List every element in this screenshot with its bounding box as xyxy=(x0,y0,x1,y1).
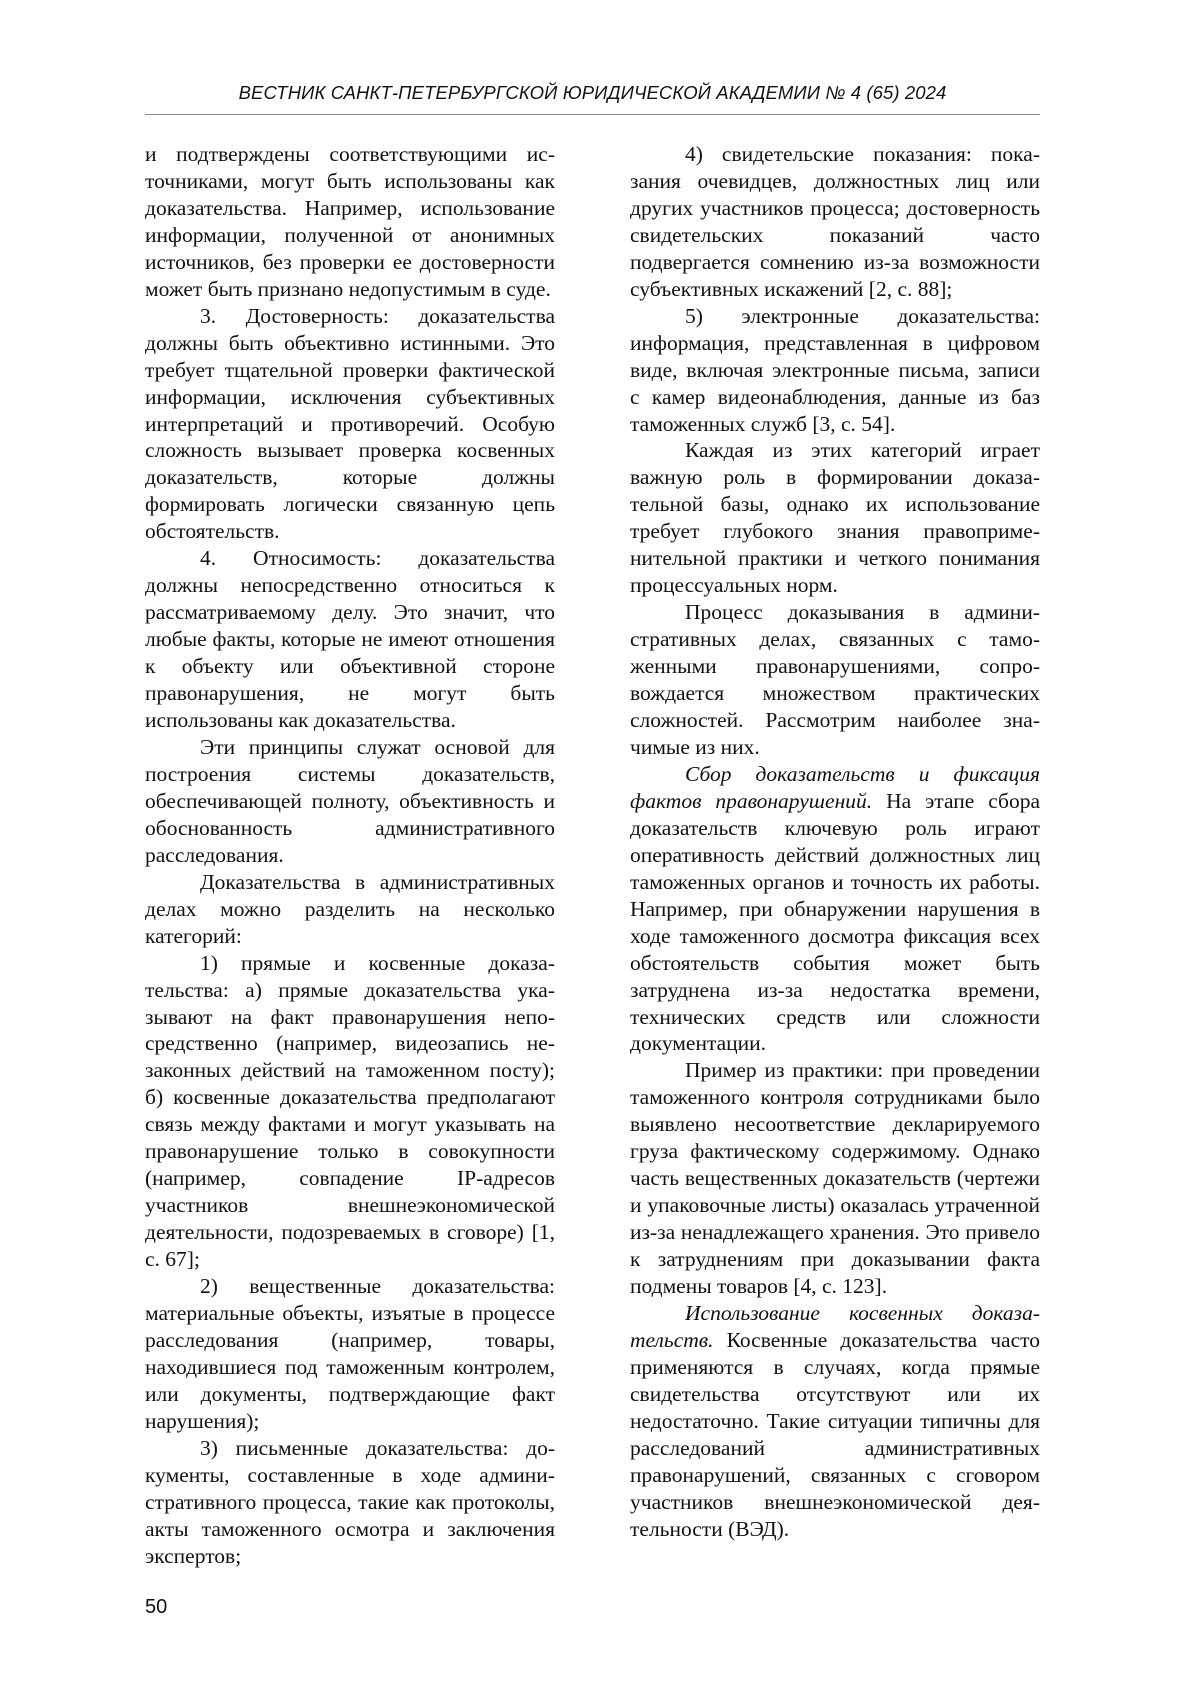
italic-lead-in: Сбор доказательств и фиксация фактов правонарушений. xyxy=(630,761,1040,813)
paragraph: Эти принципы служат основой для построения системы доказательств, обеспечивающей полноту, объективность и обоснованность административного расследования. xyxy=(145,734,555,867)
paragraph: Сбор доказательств и фиксация фактов правонарушений. На этапе сбора доказательств ключевую роль играют оперативность действий должностных лиц таможенных органов и точность их работы. Например, при обнаружении нарушения в ходе таможенного досмотра фиксация всех обстоятельств события может быть затруднена из-за недостатка времени, технических средств или сложности документации. xyxy=(630,761,1040,1056)
header-rule xyxy=(145,114,1040,115)
paragraph: 5) электронные доказательства: информация, представленная в цифровом виде, включая электронные письма, записи с камер видеонаблюдения, данные из баз таможенных служб [3, с. 54]. xyxy=(630,303,1040,436)
paragraph: Пример из практики: при проведении таможенного контроля сотрудниками было выявлено несоответствие декларируемого груза фактическому содержимому. Однако часть вещественных доказательств (чертежи и упаковочные листы) оказалась утраченной из-за ненадлежащего хранения. Это привело к затруднениям при доказывании факта подмены товаров [4, с. 123]. xyxy=(630,1058,1040,1299)
paragraph: Использование косвенных доказательств. Косвенные доказательства часто применяются в случаях, когда прямые свидетельства отсутствуют или их недостаточно. Такие ситуации типичны для расследований административных правонарушений, связанных с сговором участников внешнеэкономической деятельности (ВЭД). xyxy=(630,1300,1040,1541)
paragraph: 4) свидетельские показания: показания очевидцев, должностных лиц или других участников процесса; достоверность свидетельских показаний часто подвергается сомнению из-за возможности субъективных искажений [2, с. 88]; xyxy=(630,142,1040,301)
paragraph: и подтверждены соответствующими источниками, могут быть использованы как доказательства. Например, использование информации, полученной от анонимных источников, без проверки ее достоверности может быть признано недопустимым в суде. xyxy=(145,142,555,301)
paragraph: 3) письменные доказательства: документы, составленные в ходе административного процесса, такие как протоколы, акты таможенного осмотра и заключения экспертов; xyxy=(145,1435,555,1568)
paragraph: Процесс доказывания в административных делах, связанных с таможенными правонарушениями, сопровождается множеством практических сложностей. Рассмотрим наиболее значимые из них. xyxy=(630,600,1040,759)
right-column xyxy=(630,141,1040,1543)
paragraph: Доказательства в административных делах можно разделить на несколько категорий: xyxy=(145,869,555,948)
paragraph: Каждая из этих категорий играет важную роль в формировании доказательной базы, однако их использование требует глубокого знания правоприменительной практики и четкого понимания процессуальных норм. xyxy=(630,438,1040,598)
paragraph: 4. Относимость: доказательства должны непосредственно относиться к рассматриваемому делу. Это значит, что любые факты, которые не имеют отношения к объекту или объективной стороне правонарушения, не могут быть использованы как доказательства. xyxy=(145,546,555,733)
paragraph: 1) прямые и косвенные доказательства: а) прямые доказательства указывают на факт правонарушения непосредственно (например, видеозапись незаконных действий на таможенном посту); б) косвенные доказательства предполагают связь между фактами и могут указывать на правонарушение только в совокупности (например, совпадение IP-адресов участников внешнеэкономической деятельности, подозреваемых в сговоре) [1, с. 67]; xyxy=(145,950,555,1272)
paragraph: 3. Достоверность: доказательства должны быть объективно истинными. Это требует тщательной проверки фактической информации, исключения субъективных интерпретаций и противоречий. Особую сложность вызывает проверка косвенных доказательств, которые должны формировать логически связанную цепь обстоятельств. xyxy=(145,303,555,544)
page-number: 50 xyxy=(145,1596,168,1618)
left-column xyxy=(145,141,555,1570)
journal-header-title: ВЕСТНИК САНКТ-ПЕТЕРБУРГСКОЙ ЮРИДИЧЕСКОЙ АКАДЕМИИ № 4 (65) 2024 xyxy=(238,82,947,103)
paragraph: 2) вещественные доказательства: материальные объекты, изъятые в процессе расследования (например, товары, находившиеся под таможенным контролем, или документы, подтверждающие факт нарушения); xyxy=(145,1274,555,1433)
italic-lead-in: Использование косвенных доказательств. xyxy=(630,1300,1040,1352)
